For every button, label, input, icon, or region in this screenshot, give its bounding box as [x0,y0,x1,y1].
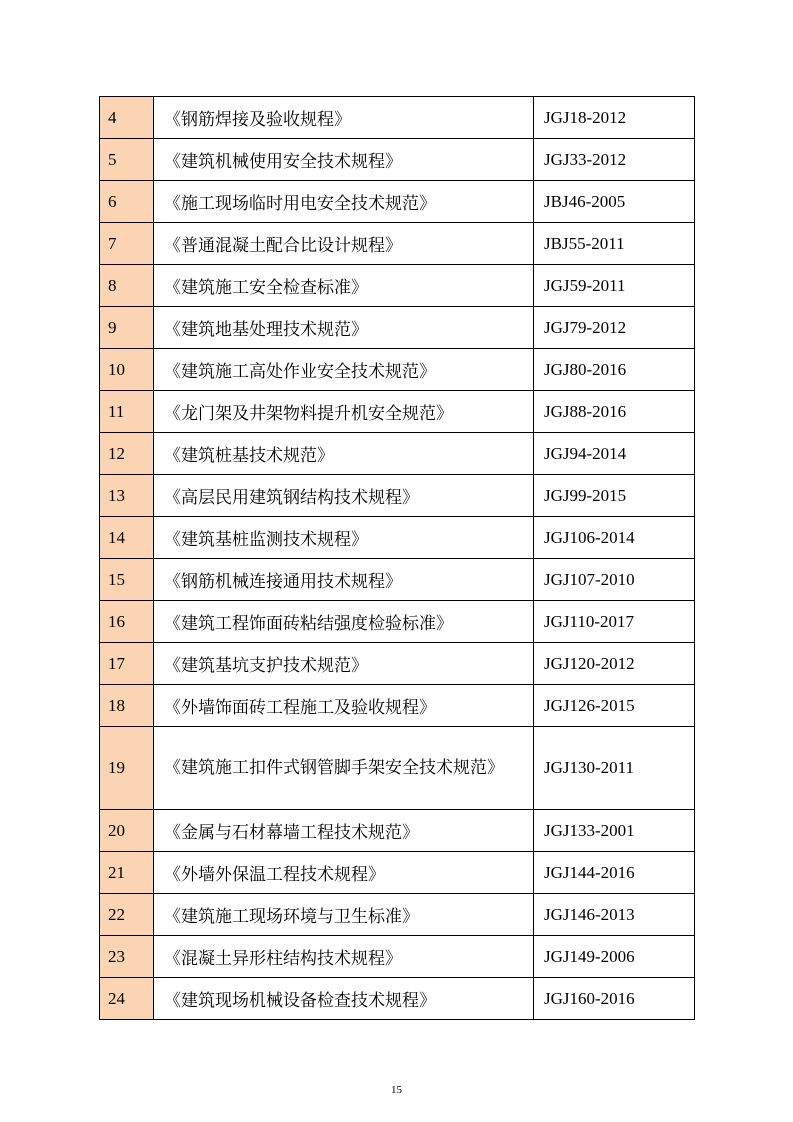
table-row [100,307,695,349]
table-row [100,475,695,517]
standard-name: 《建筑施工扣件式钢管脚手架安全技术规范》 [154,727,534,810]
standard-code: JGJ59-2011 [534,265,695,307]
row-number: 20 [100,810,154,852]
standard-name: 《建筑现场机械设备检查技术规程》 [154,978,534,1020]
standard-code: JGJ146-2013 [534,894,695,936]
standard-name: 《施工现场临时用电安全技术规范》 [154,181,534,223]
standard-code: JGJ80-2016 [534,349,695,391]
standard-code: JGJ160-2016 [534,978,695,1020]
row-number: 18 [100,685,154,727]
row-number: 8 [100,265,154,307]
row-number: 16 [100,601,154,643]
row-number: 15 [100,559,154,601]
standard-name: 《建筑基坑支护技术规范》 [154,643,534,685]
table-row [100,181,695,223]
row-number: 7 [100,223,154,265]
standard-name: 《钢筋焊接及验收规程》 [154,97,534,139]
standard-name: 《建筑施工高处作业安全技术规范》 [154,349,534,391]
row-number: 14 [100,517,154,559]
standard-code: JGJ106-2014 [534,517,695,559]
row-number: 5 [100,139,154,181]
table-row [100,936,695,978]
table-row [100,433,695,475]
table-row [100,978,695,1020]
page-number: 15 [391,1084,402,1096]
row-number: 4 [100,97,154,139]
standard-code: JGJ79-2012 [534,307,695,349]
standard-code: JGJ133-2001 [534,810,695,852]
standard-name: 《建筑地基处理技术规范》 [154,307,534,349]
table-row [100,265,695,307]
row-number: 11 [100,391,154,433]
standard-code: JGJ120-2012 [534,643,695,685]
standard-code: JGJ94-2014 [534,433,695,475]
standard-name: 《建筑基桩监测技术规程》 [154,517,534,559]
standard-code: JGJ126-2015 [534,685,695,727]
table-row [100,894,695,936]
row-number: 13 [100,475,154,517]
standard-code: JGJ144-2016 [534,852,695,894]
table-row [100,139,695,181]
table-row [100,852,695,894]
standard-name: 《建筑施工安全检查标准》 [154,265,534,307]
table-row [100,643,695,685]
standard-name: 《建筑工程饰面砖粘结强度检验标准》 [154,601,534,643]
standard-code: JGJ88-2016 [534,391,695,433]
table-row [100,349,695,391]
table-row [100,223,695,265]
row-number: 17 [100,643,154,685]
table-row [100,685,695,727]
table-row [100,559,695,601]
table-row [100,727,695,810]
row-number: 12 [100,433,154,475]
standard-name: 《龙门架及井架物料提升机安全规范》 [154,391,534,433]
standard-code: JGJ110-2017 [534,601,695,643]
standard-code: JGJ33-2012 [534,139,695,181]
standard-name: 《混凝土异形柱结构技术规程》 [154,936,534,978]
standard-code: JGJ99-2015 [534,475,695,517]
table-row [100,391,695,433]
standards-table [99,96,695,1020]
standard-code: JGJ107-2010 [534,559,695,601]
standard-name: 《普通混凝土配合比设计规程》 [154,223,534,265]
standard-code: JBJ55-2011 [534,223,695,265]
standard-name: 《外墙饰面砖工程施工及验收规程》 [154,685,534,727]
row-number: 9 [100,307,154,349]
row-number: 24 [100,978,154,1020]
table-row [100,97,695,139]
row-number: 23 [100,936,154,978]
row-number: 10 [100,349,154,391]
standard-name: 《钢筋机械连接通用技术规程》 [154,559,534,601]
row-number: 6 [100,181,154,223]
table-row [100,517,695,559]
standard-name: 《建筑机械使用安全技术规程》 [154,139,534,181]
standard-name: 《金属与石材幕墙工程技术规范》 [154,810,534,852]
standard-code: JGJ130-2011 [534,727,695,810]
row-number: 22 [100,894,154,936]
standard-code: JGJ149-2006 [534,936,695,978]
standard-code: JBJ46-2005 [534,181,695,223]
row-number: 19 [100,727,154,810]
standard-name: 《建筑桩基技术规范》 [154,433,534,475]
table-row [100,810,695,852]
standard-name: 《建筑施工现场环境与卫生标准》 [154,894,534,936]
standard-name: 《外墙外保温工程技术规程》 [154,852,534,894]
row-number: 21 [100,852,154,894]
table-row [100,601,695,643]
standard-name: 《高层民用建筑钢结构技术规程》 [154,475,534,517]
standard-code: JGJ18-2012 [534,97,695,139]
